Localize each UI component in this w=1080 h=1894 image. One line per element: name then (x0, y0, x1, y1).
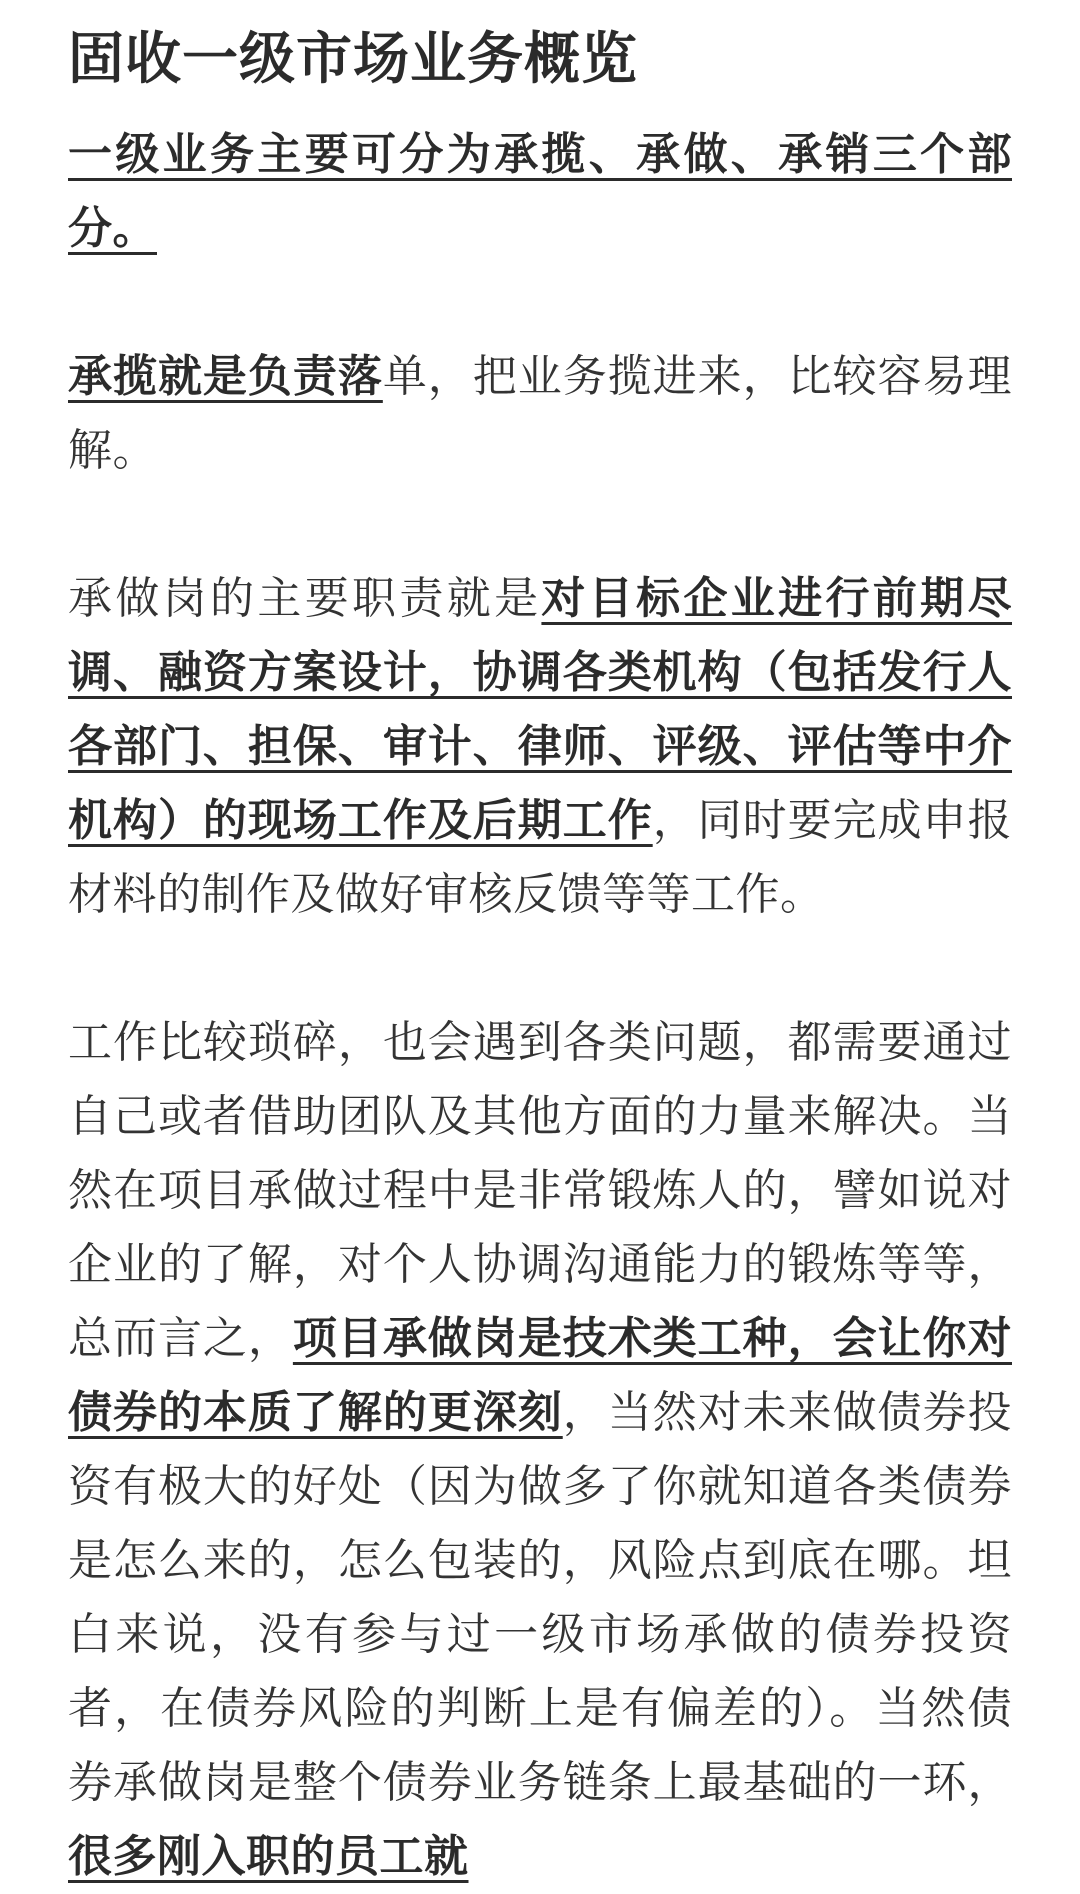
emphasis-text: 承揽就是负责落 (68, 351, 383, 402)
article-title: 固收一级市场业务概览 (68, 27, 638, 92)
emphasis-text: 一级业务主要可分为承揽、承做、承销三个部分。 (68, 129, 1012, 254)
emphasis-text: 很多刚入职的员工就 (68, 1831, 469, 1882)
emphasis-text: 对目标企业进行前期尽调、融资方案设计，协调各类机构（包括发行人各部门、担保、审计、律师、评级、评估等中介机构）的现场工作及后期工作 (68, 573, 1012, 846)
paragraph-business-parts (68, 118, 1012, 266)
emphasis-text: 项目承做岗是技术类工种，会让你对债券的本质了解的更深刻 (68, 1313, 1012, 1438)
paragraph-execution-work (68, 1006, 1012, 1894)
body-text: 承做岗的主要职责就是 (68, 573, 542, 624)
body-text: 单，把业务揽进来，比较容易理解。 (68, 351, 1013, 476)
paragraph-origination (68, 340, 1012, 488)
body-text: 工作比较琐碎，也会遇到各类问题，都需要通过自己或者借助团队及其他方面的力量来解决。当然在项目承做过程中是非常锻炼人的，譬如说对企业的了解，对个人协调沟通能力的锻炼等等，总而言之， (68, 1017, 1012, 1364)
body-text: ，同时要完成申报材料的制作及做好审核反馈等等工作。 (68, 795, 1013, 920)
body-text: ，当然对未来做债券投资有极大的好处（因为做多了你就知道各类债券是怎么来的，怎么包装的，风险点到底在哪。坦白来说，没有参与过一级市场承做的债券投资者，在债券风险的判断上是有偏差的）。当然债券承做岗是整个债券业务链条上最基础的一环， (68, 1387, 1013, 1808)
paragraph-execution-duties (68, 562, 1012, 932)
